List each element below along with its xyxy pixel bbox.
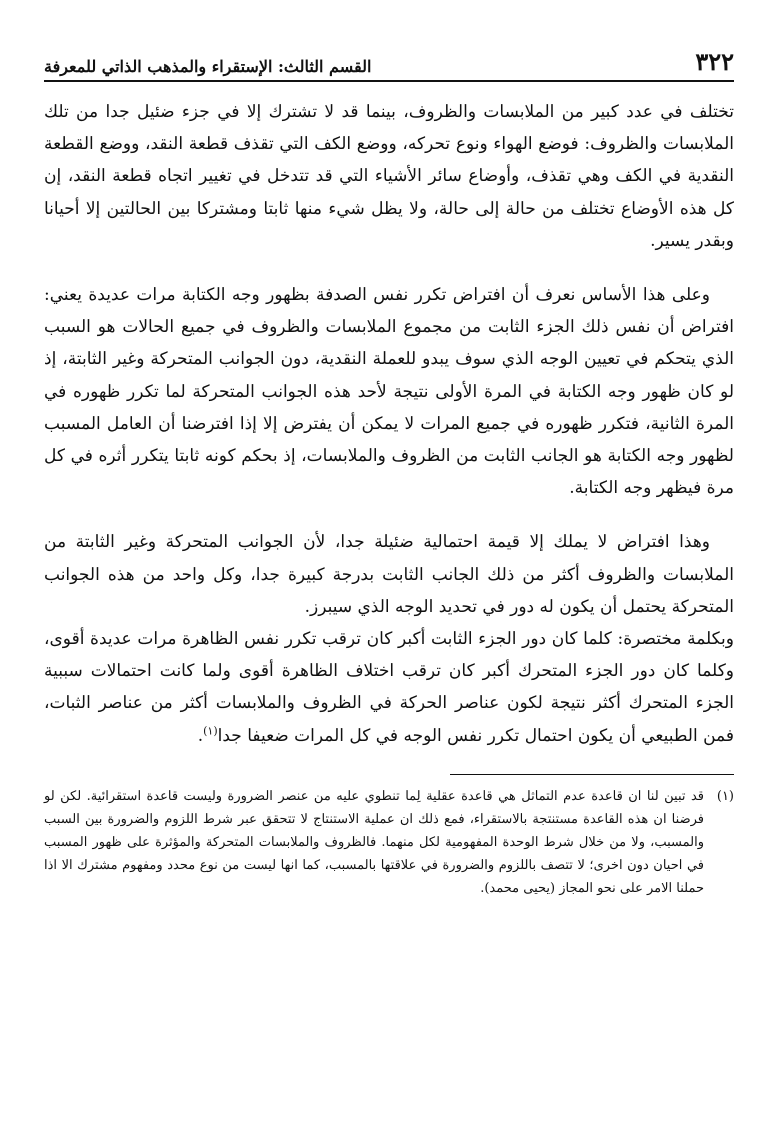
paragraph-1: تختلف في عدد كبير من الملابسات والظروف، بينما قد لا تشترك إلا في جزء ضئيل جدا من تلك الملابسات والظروف: فوضع الهواء ونوع تحركه، ووضع الكف التي تقذف قطعة النقد، ووضع القطعة النقدية في الكف وهي تقذف، وأوضاع سائر الأشياء التي قد تتدخل في تغيير اتجاه قطعة النقد، إن كل هذه الأوضاع تختلف من حالة إلى حالة، ولا يظل شيء منها ثابتا ومشتركا بين الحالتين إلا أحيانا وبقدر يسير. xyxy=(44,102,734,251)
main-text xyxy=(44,96,734,752)
paragraph-4 xyxy=(44,623,734,752)
book-page xyxy=(44,40,734,1100)
footnote-text: قد تبين لنا ان قاعدة عدم التماثل هي قاعدة عقلية لِما تنطوي عليه من عنصر الضرورة وليست قاعدة استقرائية. لكن لو فرضنا ان هذه القاعدة مستنتجة بالاستقراء، فمع ذلك ان عملية الاستنتاج لا تتحقق عبر شرط اللزوم والضرورة بين السبب والمسبب، ولا من خلال شرط الوحدة المفهومية لكل منهما. فالظروف والملابسات المتحركة والمؤثرة على ظهور المسبب في احيان دون اخرى؛ لا تتصف باللزوم والضرورة في علاقتها بالمسبب، كما انها ليست من نوع محدد ومفهوم مشترك الا اذا حملنا الامر على نحو المجاز (يحيى محمد). xyxy=(44,788,704,896)
paragraph-4-text: وبكلمة مختصرة: كلما كان دور الجزء الثابت أكبر كان ترقب تكرر نفس الظاهرة مرات عديدة أقوى، وكلما كان دور الجزء المتحرك أكبر كان ترقب اختلاف الظاهرة أقوى ولما كانت احتمالات سببية الجزء المتحرك أكثر نتيجة لكون عناصر الحركة في الظروف والملابسات أكثر من عناصر الثبات، فمن الطبيعي أن يكون احتمال تكرر نفس الوجه في كل المرات ضعيفا جدا xyxy=(44,629,734,746)
page-header xyxy=(44,40,734,82)
page-number: ٣٢٢ xyxy=(695,47,734,76)
paragraph-2: وعلى هذا الأساس نعرف أن افتراض تكرر نفس الصدفة بظهور وجه الكتابة مرات عديدة يعني: افتراض أن نفس ذلك الجزء الثابت من مجموع الملابسات والظروف في جميع الحالات هو السبب الذي يتحكم في تعيين الوجه الذي سوف يبدو للعملة النقدية، دون الجوانب المتحركة وغير الثابتة، إذ لو كان ظهور وجه الكتابة في المرة الأولى نتيجة لأحد هذه الجوانب المتحركة لما تكرر ظهوره في المرة الثانية، فتكرر ظهوره في جميع المرات لا يمكن أن يفترض إلا إذا افترضنا أن العامل المسبب لظهور وجه الكتابة هو الجانب الثابت من الظروف والملابسات، إذ بحكم كونه ثابتا يتكرر أثره في كل مرة فيظهر وجه الكتابة. xyxy=(44,285,734,499)
footnote-reference[interactable]: (١) xyxy=(203,724,218,737)
footnote xyxy=(44,785,734,900)
paragraph-3: وهذا افتراض لا يملك إلا قيمة احتمالية ضئيلة جدا، لأن الجوانب المتحركة وغير الثابتة من الملابسات والظروف أكثر من ذلك الجانب الثابت بدرجة كبيرة جدا، وكل واحد من هذه الجوانب المتحركة يحتمل أن يكون له دور في تحديد الوجه الذي سيبرز. xyxy=(44,532,734,617)
paragraph-4-period: . xyxy=(197,725,204,746)
footnote-number: (١) xyxy=(716,788,734,804)
footnote-separator xyxy=(450,774,734,775)
running-title: القسم الثالث: الإستقراء والمذهب الذاتي للمعرفة xyxy=(44,57,372,76)
